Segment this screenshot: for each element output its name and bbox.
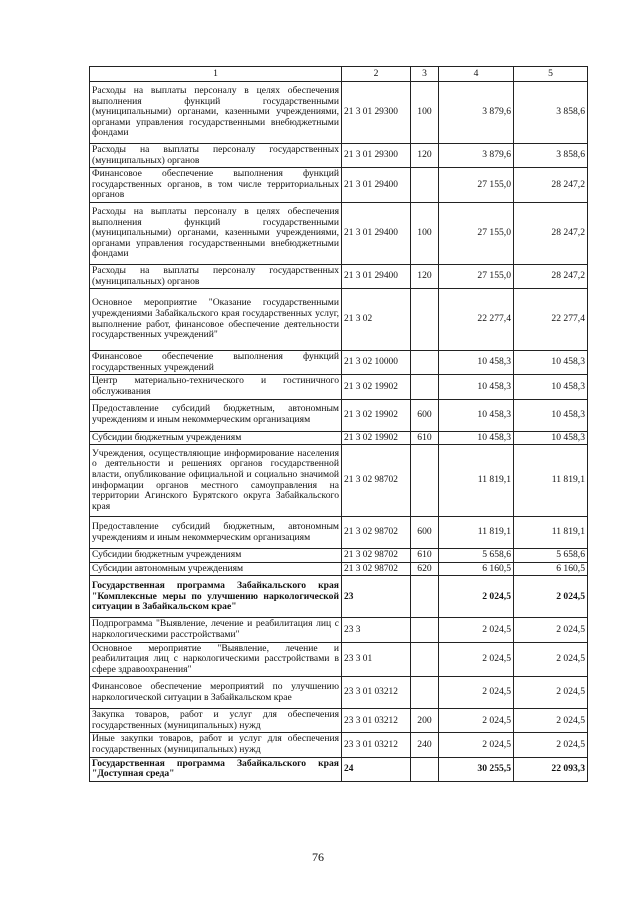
table-row xyxy=(90,351,588,375)
row-value-col4-cell: 30 255,5 xyxy=(439,757,514,781)
row-name-cell: Основное мероприятие "Выявление, лечение и реабилитация лиц с наркологическими расстройствами в сфере здравоохранения" xyxy=(90,642,342,677)
row-type-cell xyxy=(411,375,439,399)
table-row xyxy=(90,642,588,677)
table-row xyxy=(90,576,588,618)
row-code-cell: 21 3 02 xyxy=(342,289,411,351)
row-code-cell: 21 3 02 19902 xyxy=(342,375,411,399)
row-value-col5-cell: 28 247,2 xyxy=(514,202,588,264)
row-value-col5-cell: 28 247,2 xyxy=(514,168,588,203)
row-type-cell: 120 xyxy=(411,144,439,168)
row-value-col4-cell: 10 458,3 xyxy=(439,375,514,399)
row-code-cell: 21 3 01 29300 xyxy=(342,144,411,168)
table-row xyxy=(90,264,588,288)
row-type-cell xyxy=(411,168,439,203)
table-row xyxy=(90,549,588,563)
row-value-col4-cell: 3 879,6 xyxy=(439,82,514,144)
table-row xyxy=(90,82,588,144)
row-value-col4-cell: 27 155,0 xyxy=(439,202,514,264)
row-name-cell: Субсидии автономным учреждениям xyxy=(90,562,342,576)
row-value-col5-cell: 28 247,2 xyxy=(514,264,588,288)
row-name-cell: Расходы на выплаты персоналу государственных (муниципальных) органов xyxy=(90,144,342,168)
table-row xyxy=(90,562,588,576)
row-value-col5-cell: 10 458,3 xyxy=(514,351,588,375)
row-value-col5-cell: 2 024,5 xyxy=(514,642,588,677)
row-name-cell: Центр материально-технического и гостиничного обслуживания xyxy=(90,375,342,399)
header-col-4: 4 xyxy=(439,67,514,82)
row-value-col4-cell: 11 819,1 xyxy=(439,517,514,549)
row-value-col4-cell: 2 024,5 xyxy=(439,618,514,642)
row-type-cell: 100 xyxy=(411,202,439,264)
row-type-cell xyxy=(411,576,439,618)
row-type-cell xyxy=(411,351,439,375)
row-name-cell: Финансовое обеспечение выполнения функций государственных органов, в том числе территориальных органов xyxy=(90,168,342,203)
table-row xyxy=(90,757,588,781)
row-value-col5-cell: 6 160,5 xyxy=(514,562,588,576)
row-name-cell: Финансовое обеспечение выполнения функций государственных учреждений xyxy=(90,351,342,375)
row-value-col5-cell: 22 277,4 xyxy=(514,289,588,351)
row-code-cell: 21 3 02 98702 xyxy=(342,549,411,563)
budget-table-body xyxy=(90,67,588,782)
row-code-cell: 23 xyxy=(342,576,411,618)
row-code-cell: 21 3 01 29400 xyxy=(342,202,411,264)
table-row xyxy=(90,399,588,431)
row-value-col4-cell: 10 458,3 xyxy=(439,399,514,431)
row-value-col5-cell: 3 858,6 xyxy=(514,82,588,144)
row-name-cell: Государственная программа Забайкальского края "Комплексные меры по улучшению наркологической ситуации в Забайкальском крае" xyxy=(90,576,342,618)
table-row xyxy=(90,144,588,168)
row-name-cell: Иные закупки товаров, работ и услуг для обеспечения государственных (муниципальных) нужд xyxy=(90,733,342,757)
table-row xyxy=(90,431,588,445)
row-code-cell: 24 xyxy=(342,757,411,781)
budget-table xyxy=(89,66,588,782)
table-row xyxy=(90,168,588,203)
row-value-col5-cell: 2 024,5 xyxy=(514,677,588,709)
table-row xyxy=(90,202,588,264)
row-code-cell: 23 3 01 03212 xyxy=(342,709,411,733)
row-name-cell: Расходы на выплаты персоналу в целях обеспечения выполнения функций государственными (муниципальными) органами, казенными учреждениями, органами управления государственными внебюджетными фондами xyxy=(90,202,342,264)
row-value-col5-cell: 2 024,5 xyxy=(514,576,588,618)
row-type-cell: 610 xyxy=(411,431,439,445)
row-value-col5-cell: 5 658,6 xyxy=(514,549,588,563)
row-name-cell: Предоставление субсидий бюджетным, автономным учреждениям и иным некоммерческим организациям xyxy=(90,517,342,549)
row-value-col4-cell: 10 458,3 xyxy=(439,351,514,375)
row-code-cell: 21 3 02 19902 xyxy=(342,399,411,431)
row-value-col4-cell: 2 024,5 xyxy=(439,733,514,757)
row-code-cell: 23 3 01 03212 xyxy=(342,733,411,757)
row-code-cell: 23 3 01 xyxy=(342,642,411,677)
row-value-col5-cell: 2 024,5 xyxy=(514,709,588,733)
table-row xyxy=(90,289,588,351)
row-type-cell xyxy=(411,618,439,642)
row-type-cell xyxy=(411,445,439,517)
row-name-cell: Закупка товаров, работ и услуг для обеспечения государственных (муниципальных) нужд xyxy=(90,709,342,733)
row-code-cell: 21 3 02 98702 xyxy=(342,517,411,549)
table-row xyxy=(90,517,588,549)
row-type-cell: 600 xyxy=(411,399,439,431)
row-name-cell: Учреждения, осуществляющие информирование населения о деятельности и решениях органов государственной власти, опубликование официальной и социально значимой информации органов местного самоуправления на территории Агинского Бурятского округа Забайкальского края xyxy=(90,445,342,517)
row-value-col5-cell: 22 093,3 xyxy=(514,757,588,781)
row-name-cell: Предоставление субсидий бюджетным, автономным учреждениям и иным некоммерческим организациям xyxy=(90,399,342,431)
row-value-col5-cell: 11 819,1 xyxy=(514,445,588,517)
row-type-cell: 600 xyxy=(411,517,439,549)
table-row xyxy=(90,677,588,709)
row-value-col4-cell: 27 155,0 xyxy=(439,168,514,203)
row-type-cell: 240 xyxy=(411,733,439,757)
header-col-2: 2 xyxy=(342,67,411,82)
row-type-cell xyxy=(411,677,439,709)
row-value-col5-cell: 11 819,1 xyxy=(514,517,588,549)
table-row xyxy=(90,618,588,642)
table-row xyxy=(90,709,588,733)
row-name-cell: Государственная программа Забайкальского края "Доступная среда" xyxy=(90,757,342,781)
header-col-1: 1 xyxy=(90,67,342,82)
row-name-cell: Субсидии бюджетным учреждениям xyxy=(90,431,342,445)
row-value-col5-cell: 2 024,5 xyxy=(514,733,588,757)
header-row xyxy=(90,67,588,82)
row-name-cell: Субсидии бюджетным учреждениям xyxy=(90,549,342,563)
row-value-col5-cell: 2 024,5 xyxy=(514,618,588,642)
row-code-cell: 21 3 01 29300 xyxy=(342,82,411,144)
row-value-col5-cell: 3 858,6 xyxy=(514,144,588,168)
row-type-cell xyxy=(411,289,439,351)
row-code-cell: 23 3 xyxy=(342,618,411,642)
row-code-cell: 21 3 02 98702 xyxy=(342,445,411,517)
row-value-col5-cell: 10 458,3 xyxy=(514,431,588,445)
row-value-col4-cell: 2 024,5 xyxy=(439,576,514,618)
header-col-5: 5 xyxy=(514,67,588,82)
row-value-col4-cell: 2 024,5 xyxy=(439,642,514,677)
row-name-cell: Финансовое обеспечение мероприятий по улучшению наркологической ситуации в Забайкальском крае xyxy=(90,677,342,709)
row-name-cell: Расходы на выплаты персоналу государственных (муниципальных) органов xyxy=(90,264,342,288)
row-code-cell: 21 3 02 10000 xyxy=(342,351,411,375)
row-name-cell: Подпрограмма "Выявление, лечение и реабилитация лиц с наркологическими расстройствами" xyxy=(90,618,342,642)
row-code-cell: 23 3 01 03212 xyxy=(342,677,411,709)
row-name-cell: Расходы на выплаты персоналу в целях обеспечения выполнения функций государственными (муниципальными) органами, казенными учреждениями, органами управления государственными внебюджетными фондами xyxy=(90,82,342,144)
row-type-cell: 120 xyxy=(411,264,439,288)
header-col-3: 3 xyxy=(411,67,439,82)
row-value-col4-cell: 6 160,5 xyxy=(439,562,514,576)
row-value-col4-cell: 5 658,6 xyxy=(439,549,514,563)
row-value-col4-cell: 2 024,5 xyxy=(439,709,514,733)
row-value-col5-cell: 10 458,3 xyxy=(514,399,588,431)
row-value-col4-cell: 22 277,4 xyxy=(439,289,514,351)
row-value-col5-cell: 10 458,3 xyxy=(514,375,588,399)
table-row xyxy=(90,445,588,517)
row-value-col4-cell: 3 879,6 xyxy=(439,144,514,168)
row-type-cell xyxy=(411,642,439,677)
row-value-col4-cell: 2 024,5 xyxy=(439,677,514,709)
row-value-col4-cell: 27 155,0 xyxy=(439,264,514,288)
row-name-cell: Основное мероприятие "Оказание государственными учреждениями Забайкальского края государственных услуг, выполнение работ, финансовое обеспечение деятельности государственных учреждений" xyxy=(90,289,342,351)
row-type-cell: 620 xyxy=(411,562,439,576)
row-code-cell: 21 3 02 19902 xyxy=(342,431,411,445)
row-value-col4-cell: 11 819,1 xyxy=(439,445,514,517)
row-code-cell: 21 3 01 29400 xyxy=(342,264,411,288)
page-number: 76 xyxy=(312,850,324,864)
row-type-cell: 610 xyxy=(411,549,439,563)
row-value-col4-cell: 10 458,3 xyxy=(439,431,514,445)
row-type-cell: 200 xyxy=(411,709,439,733)
row-code-cell: 21 3 01 29400 xyxy=(342,168,411,203)
table-row xyxy=(90,733,588,757)
row-type-cell: 100 xyxy=(411,82,439,144)
table-row xyxy=(90,375,588,399)
row-code-cell: 21 3 02 98702 xyxy=(342,562,411,576)
row-type-cell xyxy=(411,757,439,781)
